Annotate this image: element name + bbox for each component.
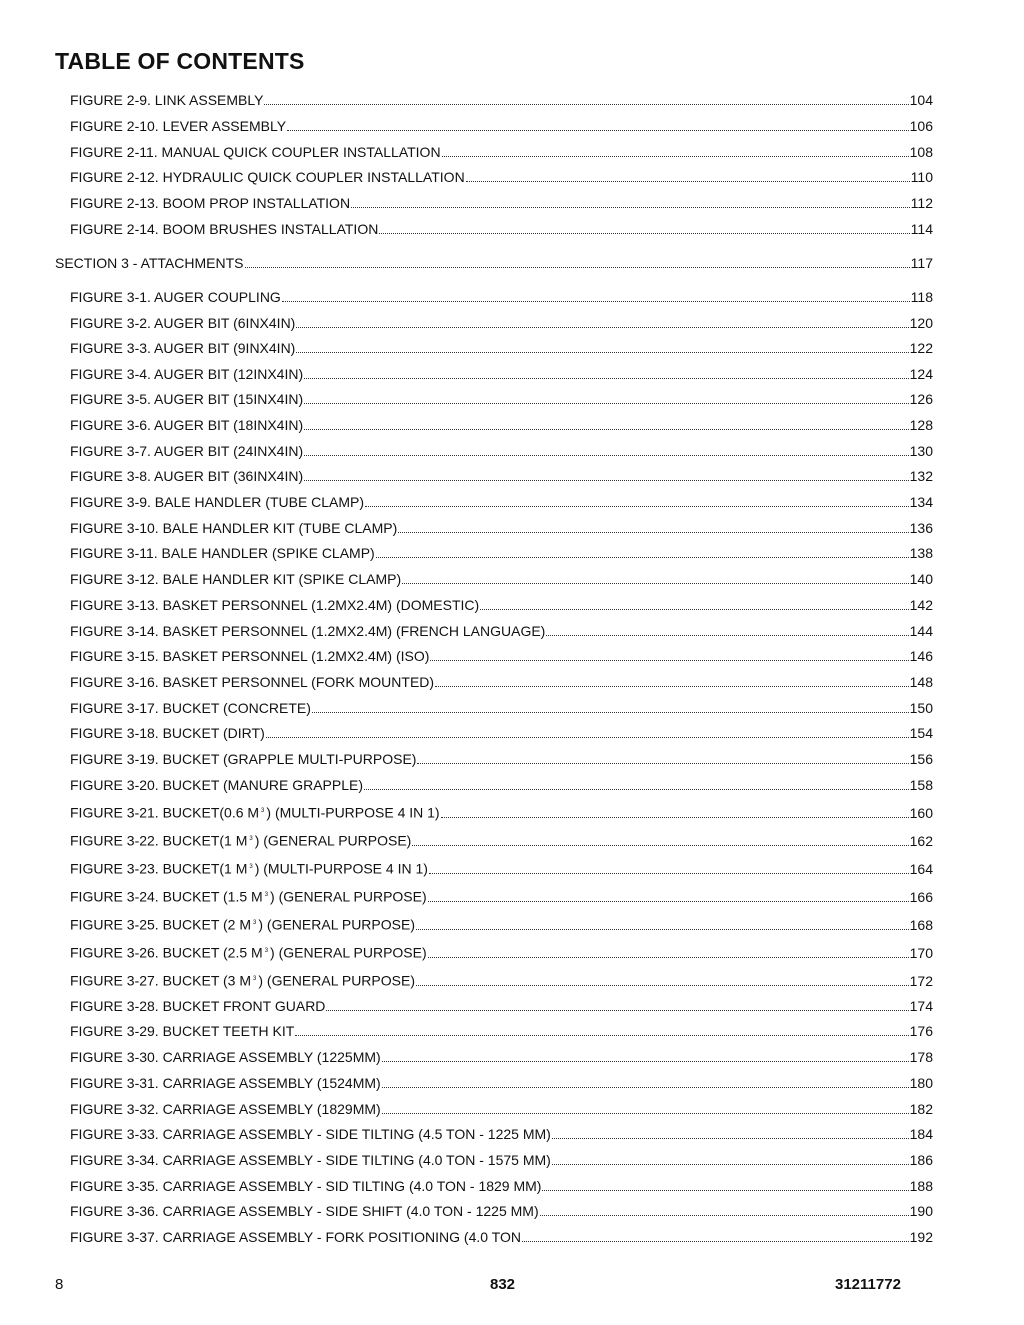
toc-entry-label-text: FIGURE 2-11. MANUAL QUICK COUPLER INSTALLATION: [70, 144, 441, 160]
toc-entry-page: 122: [909, 340, 933, 356]
toc-entry-label-suffix: ) (GENERAL PURPOSE): [270, 888, 427, 905]
toc-entry-label-text: FIGURE 3-30. CARRIAGE ASSEMBLY (1225MM): [70, 1049, 381, 1065]
toc-entry-page: 178: [909, 1049, 933, 1065]
toc-figure-entry[interactable]: [70, 570, 933, 588]
toc-figure-entry[interactable]: [70, 1022, 933, 1040]
dot-leader: [429, 872, 909, 874]
toc-entry-label-text: FIGURE 3-32. CARRIAGE ASSEMBLY (1829MM): [70, 1101, 381, 1117]
toc-entry-page: 128: [909, 417, 933, 433]
toc-entry-label: [70, 442, 303, 460]
toc-entry-label-text: FIGURE 3-24. BUCKET (1.5 M: [70, 888, 263, 905]
toc-entry-page: 120: [909, 315, 933, 331]
dot-leader: [296, 351, 908, 353]
toc-entry-label-text: FIGURE 3-23. BUCKET(1 M: [70, 860, 248, 877]
dot-leader: [416, 984, 909, 986]
toc-entry-label-text: FIGURE 3-17. BUCKET (CONCRETE): [70, 700, 311, 716]
toc-figure-entry[interactable]: [70, 544, 933, 562]
dot-leader: [402, 582, 908, 584]
toc-entry-label: [70, 997, 325, 1015]
toc-entry-label-text: FIGURE 3-10. BALE HANDLER KIT (TUBE CLAMP): [70, 520, 398, 536]
toc-entry-label-text: FIGURE 3-21. BUCKET(0.6 M: [70, 804, 260, 821]
toc-figure-entry[interactable]: [70, 1177, 933, 1195]
toc-figure-entry[interactable]: [70, 442, 933, 460]
dot-leader: [304, 377, 909, 379]
dot-leader: [442, 155, 909, 157]
toc-entry-page: 162: [909, 832, 933, 849]
toc-entry-label-suffix: ) (GENERAL PURPOSE): [270, 944, 427, 961]
toc-entry-label: [70, 288, 281, 306]
toc-entry-label: [70, 914, 415, 934]
toc-entry-label: [70, 117, 286, 135]
toc-entry-label-text: FIGURE 3-13. BASKET PERSONNEL (1.2MX2.4M) (DOMESTIC): [70, 597, 480, 613]
toc-figure-entry[interactable]: [70, 1100, 933, 1118]
toc-entry-label: [70, 1202, 539, 1220]
dot-leader: [540, 1214, 909, 1216]
toc-figure-entry[interactable]: [70, 776, 933, 794]
toc-entry-label-text: FIGURE 3-26. BUCKET (2.5 M: [70, 944, 263, 961]
toc-entry-label: [70, 339, 295, 357]
dot-leader: [382, 1112, 909, 1114]
page-title: TABLE OF CONTENTS: [55, 48, 305, 74]
toc-figure-entry[interactable]: [70, 390, 933, 408]
toc-figure-entry[interactable]: [70, 1202, 933, 1220]
toc-entry-label: [70, 802, 440, 822]
toc-figure-entry[interactable]: [70, 168, 933, 186]
toc-entry-label: [70, 970, 415, 990]
dot-leader: [480, 608, 908, 610]
dot-leader: [326, 1009, 908, 1011]
toc-entry-page: 192: [909, 1229, 933, 1245]
toc-figure-entry[interactable]: [70, 673, 933, 691]
toc-entry-page: 156: [909, 751, 933, 767]
toc-entry-page: 112: [910, 195, 933, 211]
toc-entry-label-text: FIGURE 3-37. CARRIAGE ASSEMBLY - FORK POSITIONING (4.0 TON: [70, 1229, 521, 1245]
dot-leader: [304, 402, 909, 404]
toc-entry-label-text: FIGURE 3-14. BASKET PERSONNEL (1.2MX2.4M) (FRENCH LANGUAGE): [70, 623, 546, 639]
toc-entry-label-text: FIGURE 3-15. BASKET PERSONNEL (1.2MX2.4M) (ISO): [70, 648, 430, 664]
dot-leader: [417, 762, 908, 764]
toc-section-entry[interactable]: [55, 254, 933, 272]
toc-entry-label-text: FIGURE 3-34. CARRIAGE ASSEMBLY - SIDE TILTING (4.0 TON - 1575 MM): [70, 1152, 551, 1168]
toc-entry-page: 150: [909, 700, 933, 716]
toc-entry-label-text: FIGURE 3-20. BUCKET (MANURE GRAPPLE): [70, 777, 364, 793]
toc-entry-label: [70, 493, 364, 511]
toc-entry-page: 148: [909, 674, 933, 690]
page-number: 8: [55, 1276, 64, 1293]
dot-leader: [412, 844, 908, 846]
toc-entry-label-text: FIGURE 3-19. BUCKET (GRAPPLE MULTI-PURPOSE): [70, 751, 417, 767]
toc-entry-page: 110: [910, 169, 933, 185]
dot-leader: [466, 180, 910, 182]
toc-figure-entry[interactable]: [70, 886, 933, 906]
toc-entry-page: 108: [909, 144, 933, 160]
toc-entry-label-text: FIGURE 3-2. AUGER BIT (6INX4IN): [70, 315, 296, 331]
toc-figure-entry[interactable]: [70, 1125, 933, 1143]
toc-figure-entry[interactable]: [70, 942, 933, 962]
toc-entry-page: 106: [909, 118, 933, 134]
dot-leader: [295, 1034, 908, 1036]
toc-entry-label: [70, 830, 411, 850]
dot-leader: [379, 232, 909, 234]
toc-entry-label: [70, 1048, 381, 1066]
toc-entry-page: 118: [910, 289, 933, 305]
toc-entry-label: [70, 776, 363, 794]
dot-leader: [365, 505, 909, 507]
toc-entry-label-text: FIGURE 3-27. BUCKET (3 M: [70, 972, 252, 989]
toc-entry-label-suffix: ) (GENERAL PURPOSE): [258, 916, 415, 933]
toc-entry-label-text: FIGURE 3-3. AUGER BIT (9INX4IN): [70, 340, 296, 356]
toc-figure-entry[interactable]: [70, 1151, 933, 1169]
toc-entry-page: 144: [909, 623, 933, 639]
dot-leader: [376, 556, 909, 558]
toc-entry-page: 140: [909, 571, 933, 587]
superscript: 3: [264, 948, 269, 954]
toc-figure-entry[interactable]: [70, 143, 933, 161]
toc-entry-label: [70, 1074, 381, 1092]
toc-entry-label-suffix: ) (GENERAL PURPOSE): [258, 972, 415, 989]
toc-entry-page: 134: [909, 494, 933, 510]
toc-figure-entry[interactable]: [70, 647, 933, 665]
toc-entry-page: 158: [909, 777, 933, 793]
toc-entry-label-text: FIGURE 3-1. AUGER COUPLING: [70, 289, 281, 305]
toc-figure-entry[interactable]: [70, 724, 933, 742]
toc-entry-label: [70, 1151, 551, 1169]
toc-entry-page: 160: [909, 804, 933, 821]
toc-figure-entry[interactable]: [70, 830, 933, 850]
toc-entry-label-suffix: ) (GENERAL PURPOSE): [254, 832, 412, 849]
dot-leader: [312, 711, 909, 713]
toc-figure-entry[interactable]: [70, 314, 933, 332]
toc-figure-entry[interactable]: [70, 467, 933, 485]
dot-leader: [416, 928, 909, 930]
toc-entry-label: [70, 1022, 294, 1040]
toc-entry-page: 146: [909, 648, 933, 664]
toc-entry-page: 168: [909, 916, 933, 933]
dot-leader: [304, 454, 909, 456]
toc-entry-label-text: FIGURE 3-12. BALE HANDLER KIT (SPIKE CLAMP): [70, 571, 402, 587]
toc-figure-entry[interactable]: [70, 194, 933, 212]
dot-leader: [435, 685, 909, 687]
toc-entry-page: 172: [909, 972, 933, 989]
toc-entry-page: 176: [909, 1023, 933, 1039]
toc-figure-entry[interactable]: [70, 365, 933, 383]
toc-entry-page: 182: [909, 1101, 933, 1117]
dot-leader: [364, 788, 909, 790]
toc-entry-label: [70, 220, 378, 238]
toc-entry-label-text: FIGURE 3-18. BUCKET (DIRT): [70, 725, 265, 741]
toc-entry-label-text: FIGURE 3-4. AUGER BIT (12INX4IN): [70, 366, 304, 382]
toc-entry-page: 126: [909, 391, 933, 407]
superscript: 3: [261, 808, 265, 814]
dot-leader: [351, 206, 910, 208]
toc-entry-page: 166: [909, 888, 933, 905]
toc-entry-page: 136: [909, 520, 933, 536]
dot-leader: [266, 736, 909, 738]
toc-figure-entry[interactable]: [70, 1074, 933, 1092]
toc-entry-page: 114: [910, 221, 933, 237]
dot-leader: [287, 129, 909, 131]
toc-entry-label: [70, 194, 350, 212]
toc-entry-label: [70, 143, 441, 161]
dot-leader: [245, 266, 910, 268]
toc-figure-entry[interactable]: [70, 596, 933, 614]
toc-entry-label-text: FIGURE 2-14. BOOM BRUSHES INSTALLATION: [70, 221, 379, 237]
toc-entry-label: [70, 673, 434, 691]
toc-entry-label: [70, 91, 263, 109]
toc-entry-label: [70, 1125, 551, 1143]
toc-entry-page: 164: [909, 860, 933, 877]
toc-entry-label-suffix: ) (MULTI-PURPOSE 4 IN 1): [266, 804, 440, 821]
dot-leader: [304, 428, 909, 430]
toc-entry-label-text: FIGURE 3-8. AUGER BIT (36INX4IN): [70, 468, 304, 484]
toc-entry-page: 132: [909, 468, 933, 484]
dot-leader: [542, 1189, 908, 1191]
toc-entry-page: 138: [909, 545, 933, 561]
dot-leader: [382, 1060, 909, 1062]
toc-figure-entry[interactable]: [70, 750, 933, 768]
document-page-number: 832: [490, 1276, 516, 1293]
toc-entry-label-text: FIGURE 2-10. LEVER ASSEMBLY: [70, 118, 287, 134]
toc-figure-entry[interactable]: [70, 699, 933, 717]
toc-entry-page: 190: [909, 1203, 933, 1219]
toc-entry-label-text: FIGURE 3-29. BUCKET TEETH KIT: [70, 1023, 295, 1039]
dot-leader: [428, 956, 909, 958]
toc-entry-label: [70, 886, 427, 906]
toc-entry-label-text: FIGURE 3-5. AUGER BIT (15INX4IN): [70, 391, 304, 407]
toc-entry-label-text: FIGURE 2-12. HYDRAULIC QUICK COUPLER INSTALLATION: [70, 169, 465, 185]
superscript: 3: [249, 836, 253, 842]
superscript: 3: [249, 864, 253, 870]
toc-entry-label: [70, 1177, 541, 1195]
dot-leader: [282, 300, 910, 302]
toc-entry-page: 184: [909, 1126, 933, 1142]
toc-entry-page: 130: [909, 443, 933, 459]
superscript: 3: [253, 920, 257, 926]
dot-leader: [441, 816, 909, 818]
toc-entry-page: 124: [909, 366, 933, 382]
superscript: 3: [264, 892, 269, 898]
toc-entry-label-text: FIGURE 3-16. BASKET PERSONNEL (FORK MOUNTED): [70, 674, 435, 690]
dot-leader: [304, 479, 909, 481]
dot-leader: [522, 1240, 909, 1242]
toc-entry-label: [70, 467, 303, 485]
toc-entry-label: [70, 544, 375, 562]
toc-figure-entry[interactable]: [70, 997, 933, 1015]
toc-entry-label: [70, 858, 428, 878]
toc-figure-entry[interactable]: [70, 220, 933, 238]
dot-leader: [552, 1137, 909, 1139]
toc-figure-entry[interactable]: [70, 416, 933, 434]
toc-figure-entry[interactable]: [70, 1048, 933, 1066]
toc-figure-entry[interactable]: [70, 493, 933, 511]
toc-figure-entry[interactable]: [70, 1228, 933, 1246]
toc-figure-entry[interactable]: [70, 288, 933, 306]
toc-entry-label: [55, 254, 244, 272]
toc-entry-page: 170: [909, 944, 933, 961]
toc-entry-label-text: FIGURE 3-7. AUGER BIT (24INX4IN): [70, 443, 304, 459]
toc-entry-label: [70, 1228, 521, 1246]
dot-leader: [382, 1086, 909, 1088]
toc-entry-label-text: FIGURE 2-13. BOOM PROP INSTALLATION: [70, 195, 351, 211]
dot-leader: [552, 1163, 909, 1165]
toc-entry-label: [70, 724, 265, 742]
toc-entry-page: 174: [909, 998, 933, 1014]
dot-leader: [428, 900, 909, 902]
toc-entry-label: [70, 365, 303, 383]
toc-entry-page: 188: [909, 1178, 933, 1194]
toc-entry-label-text: FIGURE 3-11. BALE HANDLER (SPIKE CLAMP): [70, 545, 375, 561]
toc-figure-entry[interactable]: [70, 970, 933, 990]
toc-figure-entry[interactable]: [70, 914, 933, 934]
toc-figure-entry[interactable]: [70, 117, 933, 135]
toc-entry-label-text: FIGURE 3-33. CARRIAGE ASSEMBLY - SIDE TILTING (4.5 TON - 1225 MM): [70, 1126, 551, 1142]
toc-entry-label: [70, 622, 545, 640]
toc-figure-entry[interactable]: [70, 519, 933, 537]
toc-entry-page: 104: [909, 92, 933, 108]
toc-entry-page: 117: [910, 255, 933, 271]
toc-entry-page: 180: [909, 1075, 933, 1091]
toc-entry-label: [70, 750, 416, 768]
dot-leader: [398, 531, 908, 533]
toc-entry-label-text: FIGURE 3-25. BUCKET (2 M: [70, 916, 252, 933]
toc-entry-label: [70, 519, 397, 537]
dot-leader: [296, 326, 908, 328]
dot-leader: [430, 659, 908, 661]
dot-leader: [264, 103, 908, 105]
toc-entry-label: [70, 942, 427, 962]
toc-entry-page: 186: [909, 1152, 933, 1168]
toc-entry-label-text: FIGURE 3-9. BALE HANDLER (TUBE CLAMP): [70, 494, 365, 510]
toc-entry-page: 154: [909, 725, 933, 741]
toc-figure-entry[interactable]: [70, 802, 933, 822]
toc-figure-entry[interactable]: [70, 622, 933, 640]
toc-entry-label: [70, 647, 429, 665]
toc-entry-label: [70, 168, 465, 186]
toc-figure-entry[interactable]: [70, 858, 933, 878]
toc-entry-label: [70, 596, 479, 614]
toc-entry-label-text: FIGURE 3-6. AUGER BIT (18INX4IN): [70, 417, 304, 433]
toc-entry-label-text: FIGURE 3-36. CARRIAGE ASSEMBLY - SIDE SHIFT (4.0 TON - 1225 MM): [70, 1203, 539, 1219]
document-number: 31211772: [835, 1276, 901, 1293]
toc-entry-label: [70, 390, 303, 408]
toc-entry-label-text: FIGURE 3-28. BUCKET FRONT GUARD: [70, 998, 326, 1014]
superscript: 3: [253, 976, 257, 982]
toc-entry-label-text: SECTION 3 - ATTACHMENTS: [55, 255, 244, 271]
toc-figure-entry[interactable]: [70, 91, 933, 109]
toc-entry-label: [70, 570, 401, 588]
toc-entry-label-text: FIGURE 2-9. LINK ASSEMBLY: [70, 92, 264, 108]
toc-entry-label: [70, 699, 311, 717]
toc-entry-label-text: FIGURE 3-31. CARRIAGE ASSEMBLY (1524MM): [70, 1075, 381, 1091]
dot-leader: [546, 634, 908, 636]
toc-entry-label: [70, 314, 295, 332]
toc-entry-label-text: FIGURE 3-35. CARRIAGE ASSEMBLY - SID TILTING (4.0 TON - 1829 MM): [70, 1178, 542, 1194]
toc-entry-label-suffix: ) (MULTI-PURPOSE 4 IN 1): [254, 860, 428, 877]
toc-entry-label: [70, 1100, 381, 1118]
toc-entry-label-text: FIGURE 3-22. BUCKET(1 M: [70, 832, 248, 849]
toc-entry-label: [70, 416, 303, 434]
toc-figure-entry[interactable]: [70, 339, 933, 357]
toc-entry-page: 142: [909, 597, 933, 613]
